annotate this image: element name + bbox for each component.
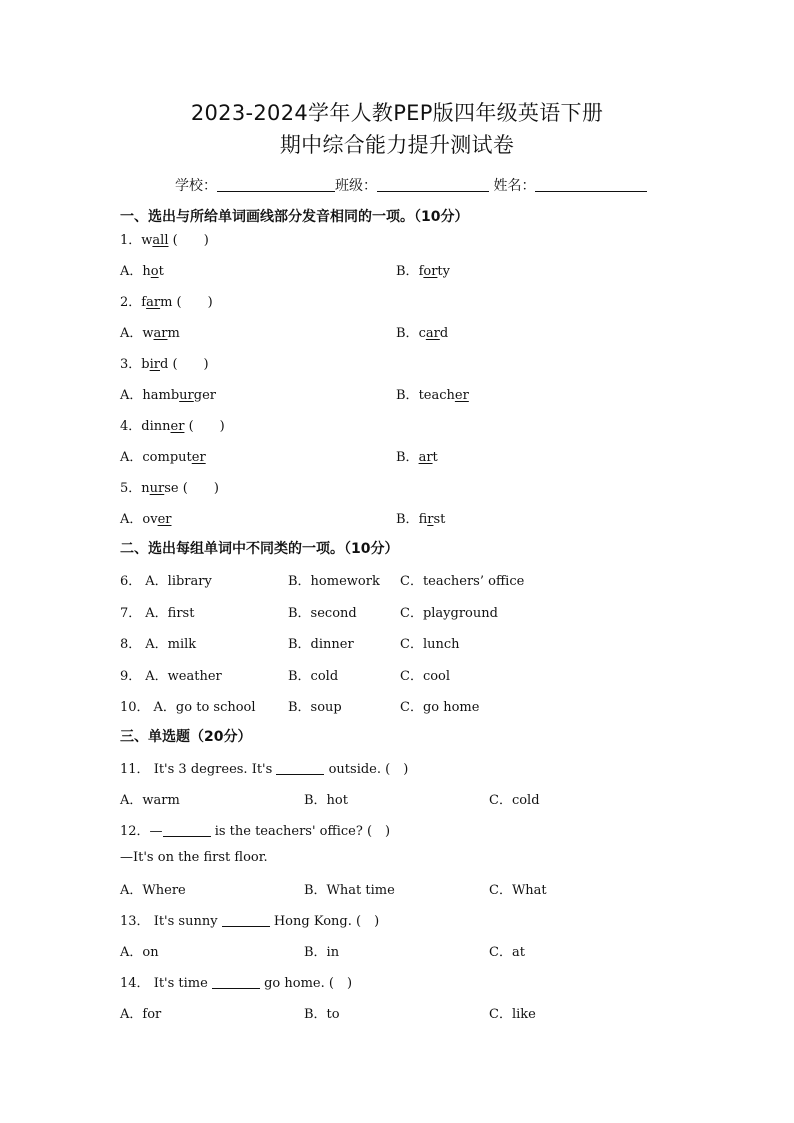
question-1	[120, 229, 209, 248]
q14-number: 14．	[120, 976, 150, 991]
q14-blank[interactable]	[212, 976, 260, 989]
section-1-heading: 一、选出与所给单词画线部分发音相同的一项。（10分）	[120, 209, 469, 225]
q-number: 1．	[120, 233, 142, 248]
q10-option-c[interactable]: C．go home	[400, 700, 480, 715]
q-answer-paren[interactable]: ( )	[172, 357, 209, 372]
q4-option-b[interactable]	[396, 446, 438, 465]
option-word-post: t	[432, 450, 438, 465]
q-number: 4．	[120, 419, 142, 434]
q-word-underlined: ir	[149, 357, 160, 372]
q13-blank[interactable]	[222, 914, 270, 927]
q9-option-c[interactable]: C．cool	[400, 668, 451, 684]
q12-option-c[interactable]: C．What	[489, 883, 547, 898]
q4-option-a[interactable]	[120, 446, 206, 465]
q1-option-a[interactable]	[120, 260, 164, 279]
option-label: B．	[396, 264, 419, 279]
question-2	[120, 291, 213, 310]
q1-option-b[interactable]	[396, 260, 450, 279]
option-word-pre: comput	[142, 450, 192, 465]
q-number: 6．	[120, 574, 142, 589]
q-option-a[interactable]: A．milk	[145, 637, 197, 652]
option-label: A．	[120, 388, 143, 403]
q11-blank[interactable]	[276, 762, 324, 775]
option-label: A．	[120, 264, 143, 279]
q14-answer-paren[interactable]: ( )	[328, 976, 353, 991]
q12-answer-paren[interactable]: ( )	[366, 824, 391, 839]
q2-option-a[interactable]	[120, 322, 180, 341]
option-word-pre: h	[142, 264, 151, 279]
q-number: 10．	[120, 700, 150, 715]
option-label: A．	[120, 326, 143, 341]
q12-reply: —It's on the first floor.	[120, 850, 268, 865]
q-option-a[interactable]: A．first	[145, 605, 195, 621]
q-word-underlined: er	[170, 419, 185, 434]
option-word-underlined: er	[191, 450, 206, 465]
q-word-pre: n	[141, 481, 150, 496]
q12-option-b[interactable]: B．What time	[304, 883, 395, 898]
option-word-post: d	[439, 326, 449, 341]
q13-text-post: Hong Kong.	[273, 914, 352, 929]
q-number: 9．	[120, 668, 142, 684]
q8-option-c[interactable]: C．lunch	[400, 637, 460, 652]
question-9	[120, 665, 222, 684]
question-5	[120, 477, 219, 496]
title-line-2: 期中综合能力提升测试卷	[279, 133, 515, 157]
q-word-underlined: ur	[149, 481, 165, 496]
option-word-pre: ov	[142, 512, 158, 527]
question-13	[120, 910, 379, 929]
q-number: 8．	[120, 637, 142, 652]
q6-option-c[interactable]: C．teachers’ office	[400, 574, 525, 589]
option-word-post: ger	[193, 388, 216, 403]
q3-option-a[interactable]	[120, 384, 216, 403]
option-word-post: t	[158, 264, 164, 279]
option-label: A．	[120, 512, 143, 527]
option-word-underlined: ur	[179, 388, 194, 403]
q14-text-pre: It's time	[153, 976, 208, 991]
q11-text-post: outside.	[328, 762, 381, 777]
q11-option-c[interactable]: C．cold	[489, 793, 540, 808]
q13-option-a[interactable]: A．on	[120, 945, 159, 960]
title-line-1: 2023-2024学年人教PEP版四年级英语下册	[190, 101, 604, 125]
q-word-pre: b	[141, 357, 150, 372]
option-word-pre: teach	[418, 388, 455, 403]
option-word-underlined: or	[423, 264, 438, 279]
option-word-underlined: ir	[427, 512, 434, 527]
q3-option-b[interactable]	[396, 384, 469, 403]
q-answer-paren[interactable]: ( )	[176, 295, 213, 310]
option-word-post: ty	[437, 264, 450, 279]
q-word-post: se	[164, 481, 179, 496]
q11-text-pre: It's 3 degrees. It's	[153, 762, 273, 777]
q14-option-b[interactable]: B．to	[304, 1007, 340, 1022]
question-10	[120, 696, 256, 715]
q-option-a[interactable]: A．weather	[145, 668, 222, 684]
question-8	[120, 633, 196, 652]
q14-option-c[interactable]: C．like	[489, 1007, 536, 1022]
option-label: B．	[396, 450, 419, 465]
option-word-underlined: ar	[425, 326, 440, 341]
option-word-pre: w	[142, 326, 154, 341]
q12-number: 12．	[120, 824, 150, 839]
option-word-pre: f	[418, 512, 428, 527]
section-2-heading: 二、选出每组单词中不同类的一项。（10分）	[120, 541, 399, 557]
school-label: 学校：	[175, 178, 217, 194]
q2-option-b[interactable]	[396, 322, 448, 341]
q-number: 5．	[120, 481, 142, 496]
q10-option-b[interactable]: B．soup	[288, 700, 342, 715]
question-11	[120, 758, 408, 777]
q7-option-b[interactable]: B．second	[288, 605, 357, 621]
option-word-pre: hamb	[142, 388, 180, 403]
option-word-post: m	[167, 326, 180, 341]
q-answer-paren[interactable]: ( )	[172, 233, 209, 248]
q-word-underlined: ar	[146, 295, 161, 310]
q12-option-a[interactable]: A．Where	[120, 883, 186, 898]
q-word-pre: w	[141, 233, 153, 248]
option-label: B．	[396, 512, 419, 527]
q13-option-c[interactable]: C．at	[489, 945, 525, 960]
question-4	[120, 415, 225, 434]
q-number: 3．	[120, 357, 142, 372]
q7-option-c[interactable]: C．playground	[400, 605, 498, 621]
option-word-pre: f	[418, 264, 424, 279]
q-word-underlined: all	[152, 233, 169, 248]
option-word-underlined: o	[150, 264, 159, 279]
q14-option-a[interactable]: A．for	[120, 1007, 162, 1022]
option-word-underlined: er	[454, 388, 469, 403]
q-option-a[interactable]: A．go to school	[153, 700, 256, 715]
q8-option-b[interactable]: B．dinner	[288, 637, 354, 652]
option-word-underlined: ar	[153, 326, 168, 341]
q12-text-post: is the teachers' office?	[214, 824, 363, 839]
q-number: 7．	[120, 605, 142, 621]
q13-number: 13．	[120, 914, 150, 929]
student-info	[175, 175, 647, 195]
q11-number: 11．	[120, 762, 150, 777]
option-word-pre: c	[418, 326, 426, 341]
option-word-post: st	[433, 512, 446, 527]
q11-answer-paren[interactable]: ( )	[385, 762, 409, 777]
q13-answer-paren[interactable]: ( )	[356, 914, 380, 929]
q-word-pre: f	[141, 295, 147, 310]
q-word-pre: dinn	[141, 419, 171, 434]
q11-option-b[interactable]: B．hot	[304, 793, 348, 808]
name-label: 姓名：	[493, 178, 536, 194]
option-label: A．	[120, 450, 143, 465]
question-6	[120, 570, 212, 589]
name-blank[interactable]	[535, 177, 647, 192]
q-word-post: m	[160, 295, 173, 310]
school-blank[interactable]	[217, 177, 335, 192]
q13-option-b[interactable]: B．in	[304, 945, 340, 960]
question-14	[120, 972, 352, 991]
q-option-a[interactable]: A．library	[145, 574, 212, 589]
q-answer-paren[interactable]: ( )	[188, 419, 225, 434]
q11-option-a[interactable]: A．warm	[120, 793, 180, 808]
q5-option-b[interactable]	[396, 508, 445, 527]
q-number: 2．	[120, 295, 142, 310]
q12-dash: —	[149, 824, 163, 839]
section-3-heading: 三、单选题（20分）	[120, 729, 252, 745]
q5-option-a[interactable]	[120, 508, 171, 527]
question-12	[120, 820, 390, 839]
q13-text-pre: It's sunny	[153, 914, 218, 929]
option-label: B．	[396, 326, 419, 341]
option-label: B．	[396, 388, 419, 403]
q-answer-paren[interactable]: ( )	[182, 481, 219, 496]
q-word-post: d	[159, 357, 169, 372]
q9-option-b[interactable]: B．cold	[288, 668, 339, 684]
option-word-underlined: ar	[418, 450, 433, 465]
class-blank[interactable]	[377, 177, 489, 192]
q12-blank[interactable]	[163, 824, 211, 837]
q6-option-b[interactable]: B．homework	[288, 574, 380, 589]
class-label: 班级：	[335, 178, 377, 194]
q14-text-post: go home.	[264, 976, 325, 991]
question-3	[120, 353, 209, 372]
question-7	[120, 602, 194, 621]
option-word-underlined: er	[157, 512, 172, 527]
